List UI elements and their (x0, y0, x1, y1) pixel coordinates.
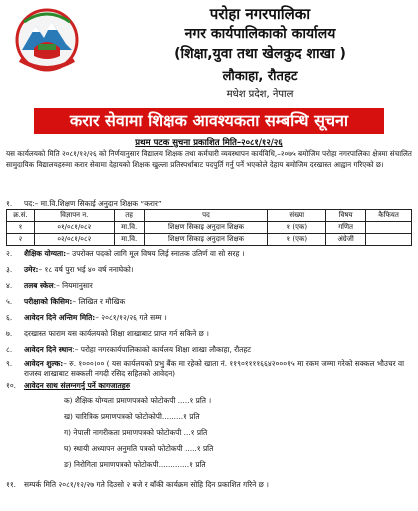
office-name: नगर कार्यपालिकाको कार्यालय (184, 26, 336, 42)
vacancy-table (6, 209, 412, 246)
item-post (6, 199, 414, 209)
cell: १ (एक) (268, 222, 326, 234)
cell: १ (एक) (268, 234, 326, 246)
location: लौकाहा, रौतहट (222, 69, 298, 84)
cell: शिक्षण सिकाइ अनुदान शिक्षक (144, 222, 268, 234)
document-item: ङ) निरोगिता प्रमाणपत्रको फोटोकपी.............१ प्रति (64, 460, 206, 469)
item-text: – २०८१/१२/२६ गते सम्म । (95, 313, 167, 322)
item-fee (6, 359, 414, 379)
item-exam-type (6, 297, 414, 307)
item-number: ७. (6, 329, 13, 338)
item-number: १. (6, 199, 13, 208)
item-text: – १८ वर्ष पुरा भई ४० वर्ष ननाघेको। (38, 265, 134, 274)
document-item: ग) नेपाली नागरीकता प्रमाणपत्रको फोटोकपी ...१ प्रति (64, 428, 208, 437)
item-label: शैक्षिक योग्यता: (24, 249, 67, 258)
cell: शिक्षण सिकाइ अनुदान शिक्षक (144, 234, 268, 246)
cell: मा.वि. (114, 222, 144, 234)
table-row (7, 222, 412, 234)
municipality-name: परोहा नगरपालिका (209, 5, 311, 23)
document-item: क) शैक्षिक योग्यता प्रमाणपत्रको फोटोकपी .....१ प्रति । (64, 396, 212, 405)
item-text: – उपरोक्त पदको लागि मूल विषय लिई स्नातक उतिर्ण वा सो सरह । (66, 249, 245, 258)
item-label: आवेदन शुल्क: (24, 359, 64, 368)
publish-date-line: प्रथम पटक सुचना प्रकाशित मिति–२०८१/१२/२६ (135, 138, 283, 148)
letterhead (0, 0, 418, 104)
item-number: ११. (6, 480, 17, 489)
item-age (6, 265, 414, 275)
item-label: परीक्षाको किसिम: (24, 297, 73, 306)
notice-title-banner: करार सेवामा शिक्षक आवश्यकता सम्बन्धि सूचना (34, 108, 384, 134)
item-documents (6, 381, 414, 391)
item-label: उमेर: (24, 265, 39, 274)
item-number: ६. (6, 313, 13, 322)
cell (366, 222, 412, 234)
item-number: ९. (6, 359, 13, 368)
intro-paragraph: यस कार्यलयको मिति २०८१/१२/२६ को निर्णयानुसार विद्यालय शिक्षक तथा कर्मचारी व्यवस्थापन कार्यविधि,–२०७५ बमोजिम परोहा नगरपालिका क्षेत्रमा संचालित सामुदायिक विद्यालयहरुमा करार सेवामा देहायको शिक्षक खुल्ला प्रतिस्पर्धाबाट पदपुर्ति गर्नु पर्ने भएकोले देहाय बमोजिम दरखास्त आह्वान गरिएको छ। (6, 149, 412, 169)
item-text: – लिखित र मौखिक (72, 297, 126, 306)
province: मधेश प्रदेश, नेपाल (226, 89, 294, 100)
item-number: २. (6, 249, 13, 258)
item-form-availability (6, 329, 414, 339)
cell: ०१/०८१/०८२ (34, 222, 114, 234)
item-text: :– नियमानुसार (53, 281, 93, 290)
item-label: आवेदन साथ संलग्नगर्नु पर्ने कागजातहरु (24, 381, 131, 390)
cell: गणित (326, 222, 366, 234)
item-salary (6, 281, 414, 291)
item-number: ४. (6, 281, 13, 290)
item-text: :– परोहा नगरकार्यपालिकाको कार्यलय शिक्षा शाखा लौकाहा, रौतहट (72, 345, 251, 354)
item-text: – रु. १०००।०० ( यस कार्यलयको प्रभु बैंक मा रहेको खाता नं. ११९०११११६६४२०००१५ मा रकम जम्मा गरेको सक्कल भौउचर वा राजस्व शाखाबाट सक्कली नगदी रसिद सहितको आवेदन) (24, 359, 405, 378)
col-post: पद (144, 210, 268, 222)
item-label: आवेदन दिने अन्तिम मिति: (24, 313, 96, 322)
item-apply-place (6, 345, 414, 355)
cell: ०२/०८१/०८२ (34, 234, 114, 246)
col-level: तह (114, 210, 144, 222)
document-item: ख) चारित्रिक प्रमाणपत्रको फोटोकोपी.........१ प्रति (64, 412, 200, 421)
col-ad-no: विज्ञापन न. (34, 210, 114, 222)
item-qualification (6, 249, 414, 259)
item-label: तलब स्केल (24, 281, 54, 290)
cell: १ (7, 222, 35, 234)
cell: २ (7, 234, 35, 246)
item-number: ५. (6, 297, 13, 306)
cell (366, 234, 412, 246)
col-count: संख्या (268, 210, 326, 222)
table-header-row (7, 210, 412, 222)
section-name: (शिक्षा,युवा तथा खेलकुद शाखा ) (174, 46, 346, 62)
col-sn: क्र.सं. (7, 210, 35, 222)
col-remarks: कैफियत (366, 210, 412, 222)
item-number: ३. (6, 265, 13, 274)
col-subject: विषय (326, 210, 366, 222)
item-deadline (6, 313, 414, 323)
document-item: घ) स्थायी अध्यापन अनुमति पत्रको फोटोकपी .....१ प्रति (64, 444, 214, 453)
item-label: आवेदन दिने स्थान (24, 345, 73, 354)
cell: मा.वि. (114, 234, 144, 246)
table-row (7, 234, 412, 246)
item-contact (6, 480, 414, 490)
item-text: पद:– मा.वि.शिक्षण सिकाई अनुदान शिक्षक “करार” (24, 199, 162, 208)
item-number: ८. (6, 345, 13, 354)
cell: अंग्रेजी (326, 234, 366, 246)
nepal-emblem-icon (14, 6, 80, 76)
item-number: १०. (6, 381, 17, 390)
item-text: सम्पर्क मिति २०८१/१२/२७ गते दिउसो २ बजे र बाँकी कार्यक्रम सोहि दिन प्रकाशित गरिने छ । (24, 480, 269, 489)
item-text: दरखास्त फाराम यस कार्यलयको शिक्षा शाखाबाट प्राप्त गर्न सकिने छ । (24, 329, 209, 338)
